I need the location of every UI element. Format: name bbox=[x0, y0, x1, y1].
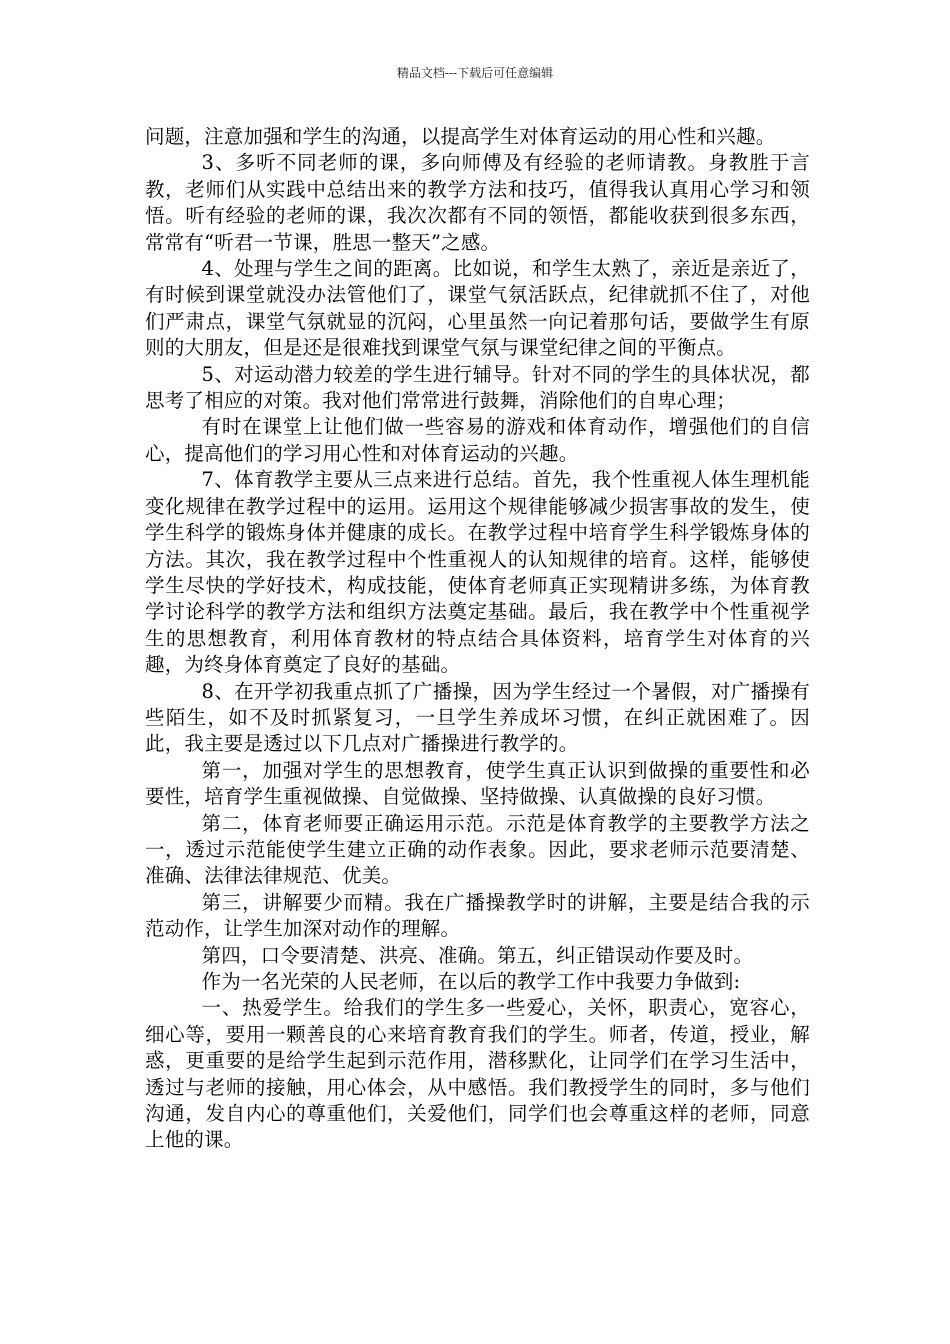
page-header: 精品文档---下载后可任意编辑 bbox=[396, 66, 554, 80]
paragraph-commitment-one: 一、热爱学生。给我们的学生多一些爱心，关怀，职责心，宽容心，细心等，要用一颗善良的心来培育教育我们的学生。师者，传道，授业，解惑，更重要的是给学生起到示范作用，潜移默化，让同学们在学习生活中，透过与老师的接触，用心体会，从中感悟。我们教授学生的同时，多与他们沟通，发自内心的尊重他们，关爱他们，同学们也会尊重这样的老师，同意上他的课。 bbox=[145, 996, 810, 1152]
document-body bbox=[145, 124, 810, 1154]
paragraph-item-4: 4、处理与学生之间的距离。比如说，和学生太熟了，亲近是亲近了，有时候到课堂就没办法管他们了，课堂气氛活跃点，纪律就抓不住了，对他们严肃点，课堂气氛就显的沉闷，心里虽然一向记着那句话，要做学生有原则的大朋友，但是还是很难找到课堂气氛与课堂纪律之间的平衡点。 bbox=[145, 257, 810, 360]
paragraph-point-first: 第一，加强对学生的思想教育，使学生真正认识到做操的重要性和必要性，培育学生重视做操、自觉做操、坚持做操、认真做操的良好习惯。 bbox=[145, 758, 810, 809]
paragraph-commitment-intro: 作为一名光荣的人民老师，在以后的教学工作中我要力争做到: bbox=[201, 970, 741, 993]
paragraph-item-8: 8、在开学初我重点抓了广播操，因为学生经过一个暑假，对广播操有些陌生，如不及时抓紧复习，一旦学生养成坏习惯，在纠正就困难了。因此，我主要是透过以下几点对广播操进行教学的。 bbox=[145, 679, 810, 756]
paragraph-item-5: 5、对运动潜力较差的学生进行辅导。针对不同的学生的具体状况，都思考了相应的对策。我对他们常常进行鼓舞，消除他们的自卑心理； bbox=[145, 362, 810, 413]
paragraph-item-7: 7、体育教学主要从三点来进行总结。首先，我个性重视人体生理机能变化规律在教学过程中的运用。运用这个规律能够减少损害事故的发生，使学生科学的锻炼身体并健康的成长。在教学过程中培育学生科学锻炼身体的方法。其次，我在教学过程中个性重视人的认知规律的培育。这样，能够使学生尽快的学好技术，构成技能，使体育老师真正实现精讲多练，为体育教学讨论科学的教学方法和组织方法奠定基础。最后，我在教学中个性重视学生的思想教育，利用体育教材的特点结合具体资料，培育学生对体育的兴趣，为终身体育奠定了良好的基础。 bbox=[145, 468, 810, 677]
paragraph-point-second: 第二，体育老师要正确运用示范。示范是体育教学的主要教学方法之一，透过示范能使学生建立正确的动作表象。因此，要求老师示范要清楚、准确、法律法律规范、优美。 bbox=[145, 811, 810, 888]
paragraph-item-3: 3、多听不同老师的课，多向师傅及有经验的老师请教。身教胜于言教，老师们从实践中总结出来的教学方法和技巧，值得我认真用心学习和领悟。听有经验的老师的课，我次次都有不同的领悟，都能收获到很多东西，常常有“听君一节课，胜思一整天”之感。 bbox=[145, 151, 810, 254]
paragraph-point-fourth-fifth: 第四，口令要清楚、洪亮、准确。第五，纠正错误动作要及时。 bbox=[201, 943, 754, 967]
paragraph-point-third: 第三，讲解要少而精。我在广播操教学时的讲解，主要是结合我的示范动作，让学生加深对动作的理解。 bbox=[145, 890, 810, 941]
paragraph-item-5-continued: 有时在课堂上让他们做一些容易的游戏和体育动作，增强他们的自信心，提高他们的学习用心性和对体育运动的兴趣。 bbox=[145, 415, 810, 465]
paragraph-continuation: 问题，注意加强和学生的沟通，以提高学生对体育运动的用心性和兴趣。 bbox=[145, 125, 776, 148]
